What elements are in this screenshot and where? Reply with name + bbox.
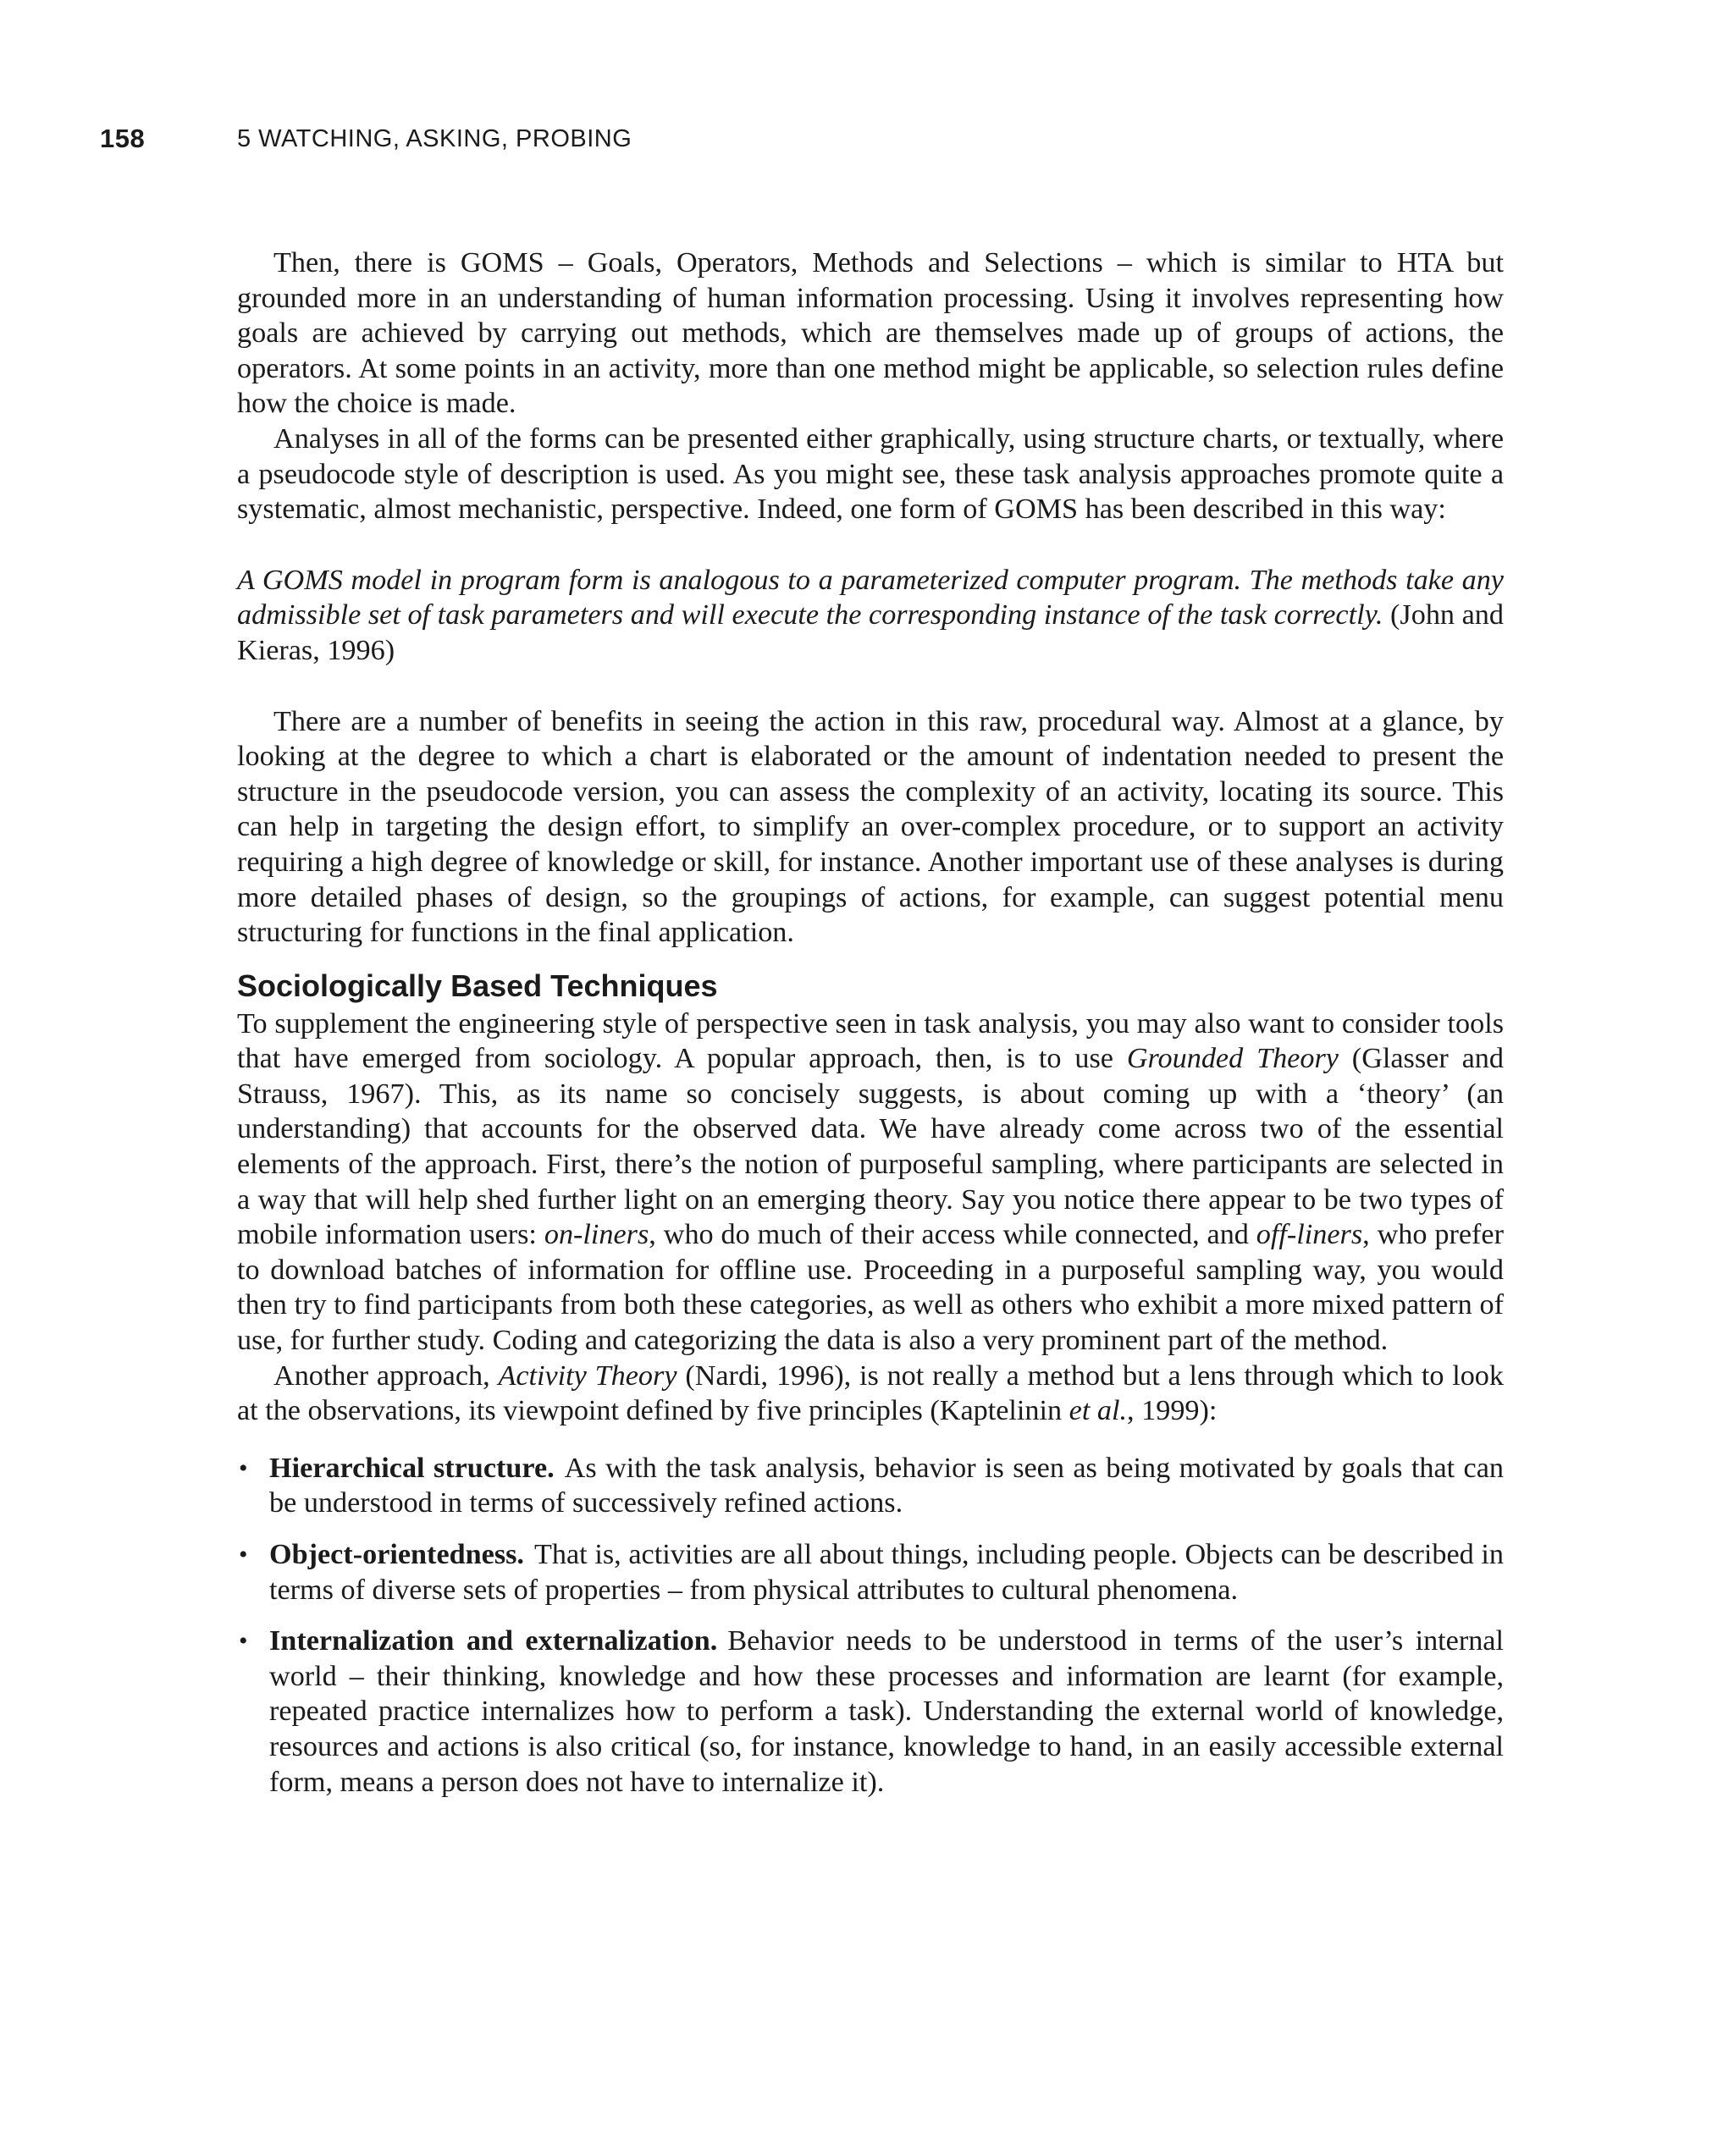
running-head	[100, 124, 632, 154]
bullet-text: That is, activities are all about things, including people. Objects can be described in terms of diverse sets of properties – from physical attributes to cultural phenomena.	[269, 1539, 1504, 1606]
block-quote	[237, 563, 1504, 669]
paragraph-benefits: There are a number of benefits in seeing the action in this raw, procedural way. Almost at a glance, by looking at the degree to which a chart is elaborated or the amount of indentation needed to present the structure in the pseudocode version, you can assess the complexity of an activity, locating its source. This can help in targeting the design effort, to simplify an over-complex procedure, or to support an activity requiring a high degree of knowledge or skill, for instance. Another important use of these analyses is during more detailed phases of design, so the groupings of actions, for example, can suggest potential menu structuring for functions in the final application.	[237, 705, 1504, 949]
bullet-term: Internalization and externalization.	[269, 1625, 718, 1657]
list-item	[237, 1624, 1504, 1800]
page-number: 158	[100, 124, 146, 153]
paragraph-goms: Then, there is GOMS – Goals, Operators, Methods and Selections – which is similar to HTA but grounded more in an understanding of human information processing. Using it involves representing how goals are achieved by carrying out methods, which are themselves made up of groups of actions, the operators. At some points in an activity, more than one method might be applicable, so selection rules define how the choice is made.	[237, 247, 1504, 420]
bullet-icon: •	[239, 1453, 248, 1482]
list-item	[237, 1451, 1504, 1521]
bullet-icon: •	[239, 1541, 248, 1569]
bullet-text: As with the task analysis, behavior is seen as being motivated by goals that can be understood in terms of successively refined actions.	[269, 1452, 1504, 1519]
paragraph-sociology: To supplement the engineering style of perspective seen in task analysis, you may also want to consider tools that have emerged from sociology. A popular approach, then, is to use Grounded Theory (Glasser and Strauss, 1967). This, as its name so concisely suggests, is about coming up with a ‘theory’ (an understanding) that accounts for the observed data. We have already come across two of the essential elements of the approach. First, there’s the notion of purposeful sampling, where participants are selected in a way that will help shed further light on an emerging theory. Say you notice there appear to be two types of mobile information users: on-liners, who do much of their access while connected, and off-liners, who prefer to download batches of information for offline use. Proceeding in a purposeful sampling way, you would then try to find participants from both these categories, as well as others who exhibit a more mixed pattern of use, for further study. Coding and categorizing the data is also a very prominent part of the method.	[237, 1007, 1504, 1357]
quote-text: A GOMS model in program form is analogous to a parameterized computer program. The methods take any admissible set of task parameters and will execute the corresponding instance of the task correctly.	[237, 564, 1504, 631]
quote-citation: (John and Kieras, 1996)	[237, 599, 1504, 666]
list-item	[237, 1537, 1504, 1607]
bullet-text: Behavior needs to be understood in terms of the user’s internal world – their thinking, knowledge and how these processes and information are learnt (for example, repeated practice internalizes how to perform a task). Understanding the external world of knowledge, resources and actions is also critical (so, for instance, knowledge to hand, in an easily accessible external form, means a person does not have to internalize it).	[269, 1625, 1504, 1798]
body-text	[237, 245, 1504, 1816]
bullet-term: Object-orientedness.	[269, 1539, 524, 1570]
bullet-icon: •	[239, 1627, 248, 1656]
section-heading: Sociologically Based Techniques	[237, 968, 718, 1003]
paragraph-analyses: Analyses in all of the forms can be presented either graphically, using structure charts, or textually, where a pseudocode style of description is used. As you might see, these task analysis approaches promote quite a systematic, almost mechanistic, perspective. Indeed, one form of GOMS has been described in this way:	[237, 422, 1504, 526]
chapter-title: 5 WATCHING, ASKING, PROBING	[237, 125, 632, 152]
bullet-term: Hierarchical structure.	[269, 1452, 555, 1484]
paragraph-activity-theory: Another approach, Activity Theory (Nardi, 1996), is not really a method but a lens through which to look at the observations, its viewpoint defined by five principles (Kaptelinin et al., 1999):	[237, 1359, 1504, 1427]
principles-list	[237, 1451, 1504, 1800]
